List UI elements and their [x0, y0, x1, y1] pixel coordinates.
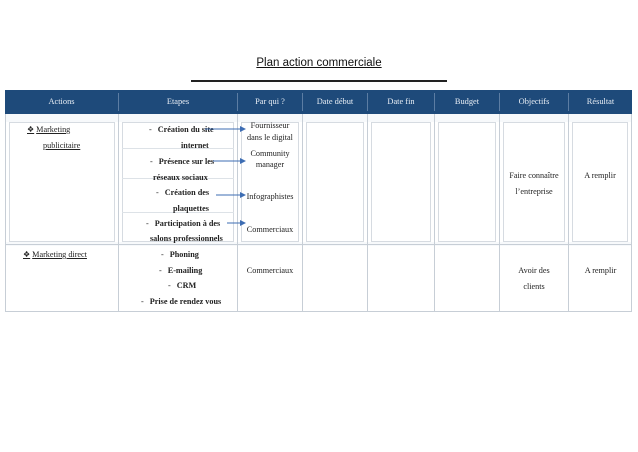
step-dash: -	[168, 281, 171, 290]
step-dash: -	[156, 188, 159, 197]
who-label: Commerciaux	[246, 266, 294, 275]
action-label: Marketing	[36, 125, 71, 134]
step-label-line2: réseaux sociaux	[153, 173, 208, 182]
objective-label-line2: clients	[523, 282, 545, 291]
step-label-line2: plaquettes	[173, 204, 209, 213]
header-date-debut: Date début	[316, 97, 354, 106]
who-label: Commerciaux	[246, 225, 294, 234]
connector-arrows	[5, 90, 632, 312]
step-label: Création des	[164, 188, 210, 197]
step-label-line2: internet	[181, 141, 209, 150]
header-etapes: Etapes	[166, 97, 190, 106]
action-plan-table	[5, 90, 632, 312]
who-label: Fournisseur	[250, 121, 290, 130]
step-dash: -	[150, 157, 153, 166]
step-label: Création du site	[157, 125, 214, 134]
header-date-fin: Date fin	[387, 97, 415, 106]
step-dash: -	[146, 219, 149, 228]
step-label: Participation à des	[154, 219, 221, 228]
step-dash: -	[159, 266, 162, 275]
step-label-line2: salons professionnels	[150, 234, 223, 243]
diamond-bullet-icon: ❖	[27, 125, 35, 134]
who-label: Community	[250, 149, 290, 158]
header-resultat: Résultat	[586, 97, 615, 106]
step-label: Présence sur les	[158, 157, 215, 166]
action-label-line2: publicitaire	[43, 141, 81, 150]
page-title: Plan action commerciale	[256, 57, 382, 69]
title-underline	[191, 80, 447, 82]
step-dash: -	[141, 297, 144, 306]
step-label: Prise de rendez vous	[149, 297, 222, 306]
header-objectifs: Objectifs	[518, 97, 550, 106]
objective-label-line2: l’entreprise	[515, 187, 553, 196]
step-dash: -	[149, 125, 152, 134]
header-par-qui: Par qui ?	[255, 97, 285, 106]
header-actions: Actions	[48, 97, 75, 106]
result-label: A remplir	[584, 266, 617, 275]
diamond-bullet-icon: ❖	[23, 250, 31, 259]
who-label-line2: manager	[255, 160, 285, 169]
step-dash: -	[161, 250, 164, 259]
objective-label: Faire connaître	[509, 171, 559, 180]
step-label: CRM	[176, 281, 197, 290]
who-label-line2: dans le digital	[247, 133, 293, 142]
step-label: E-mailing	[167, 266, 203, 275]
objective-label: Avoir des	[518, 266, 550, 275]
who-label: Infographistes	[246, 192, 294, 201]
header-budget: Budget	[454, 97, 480, 106]
result-label: A remplir	[584, 171, 616, 180]
action-label: Marketing direct	[32, 250, 87, 259]
step-label: Phoning	[169, 250, 199, 259]
